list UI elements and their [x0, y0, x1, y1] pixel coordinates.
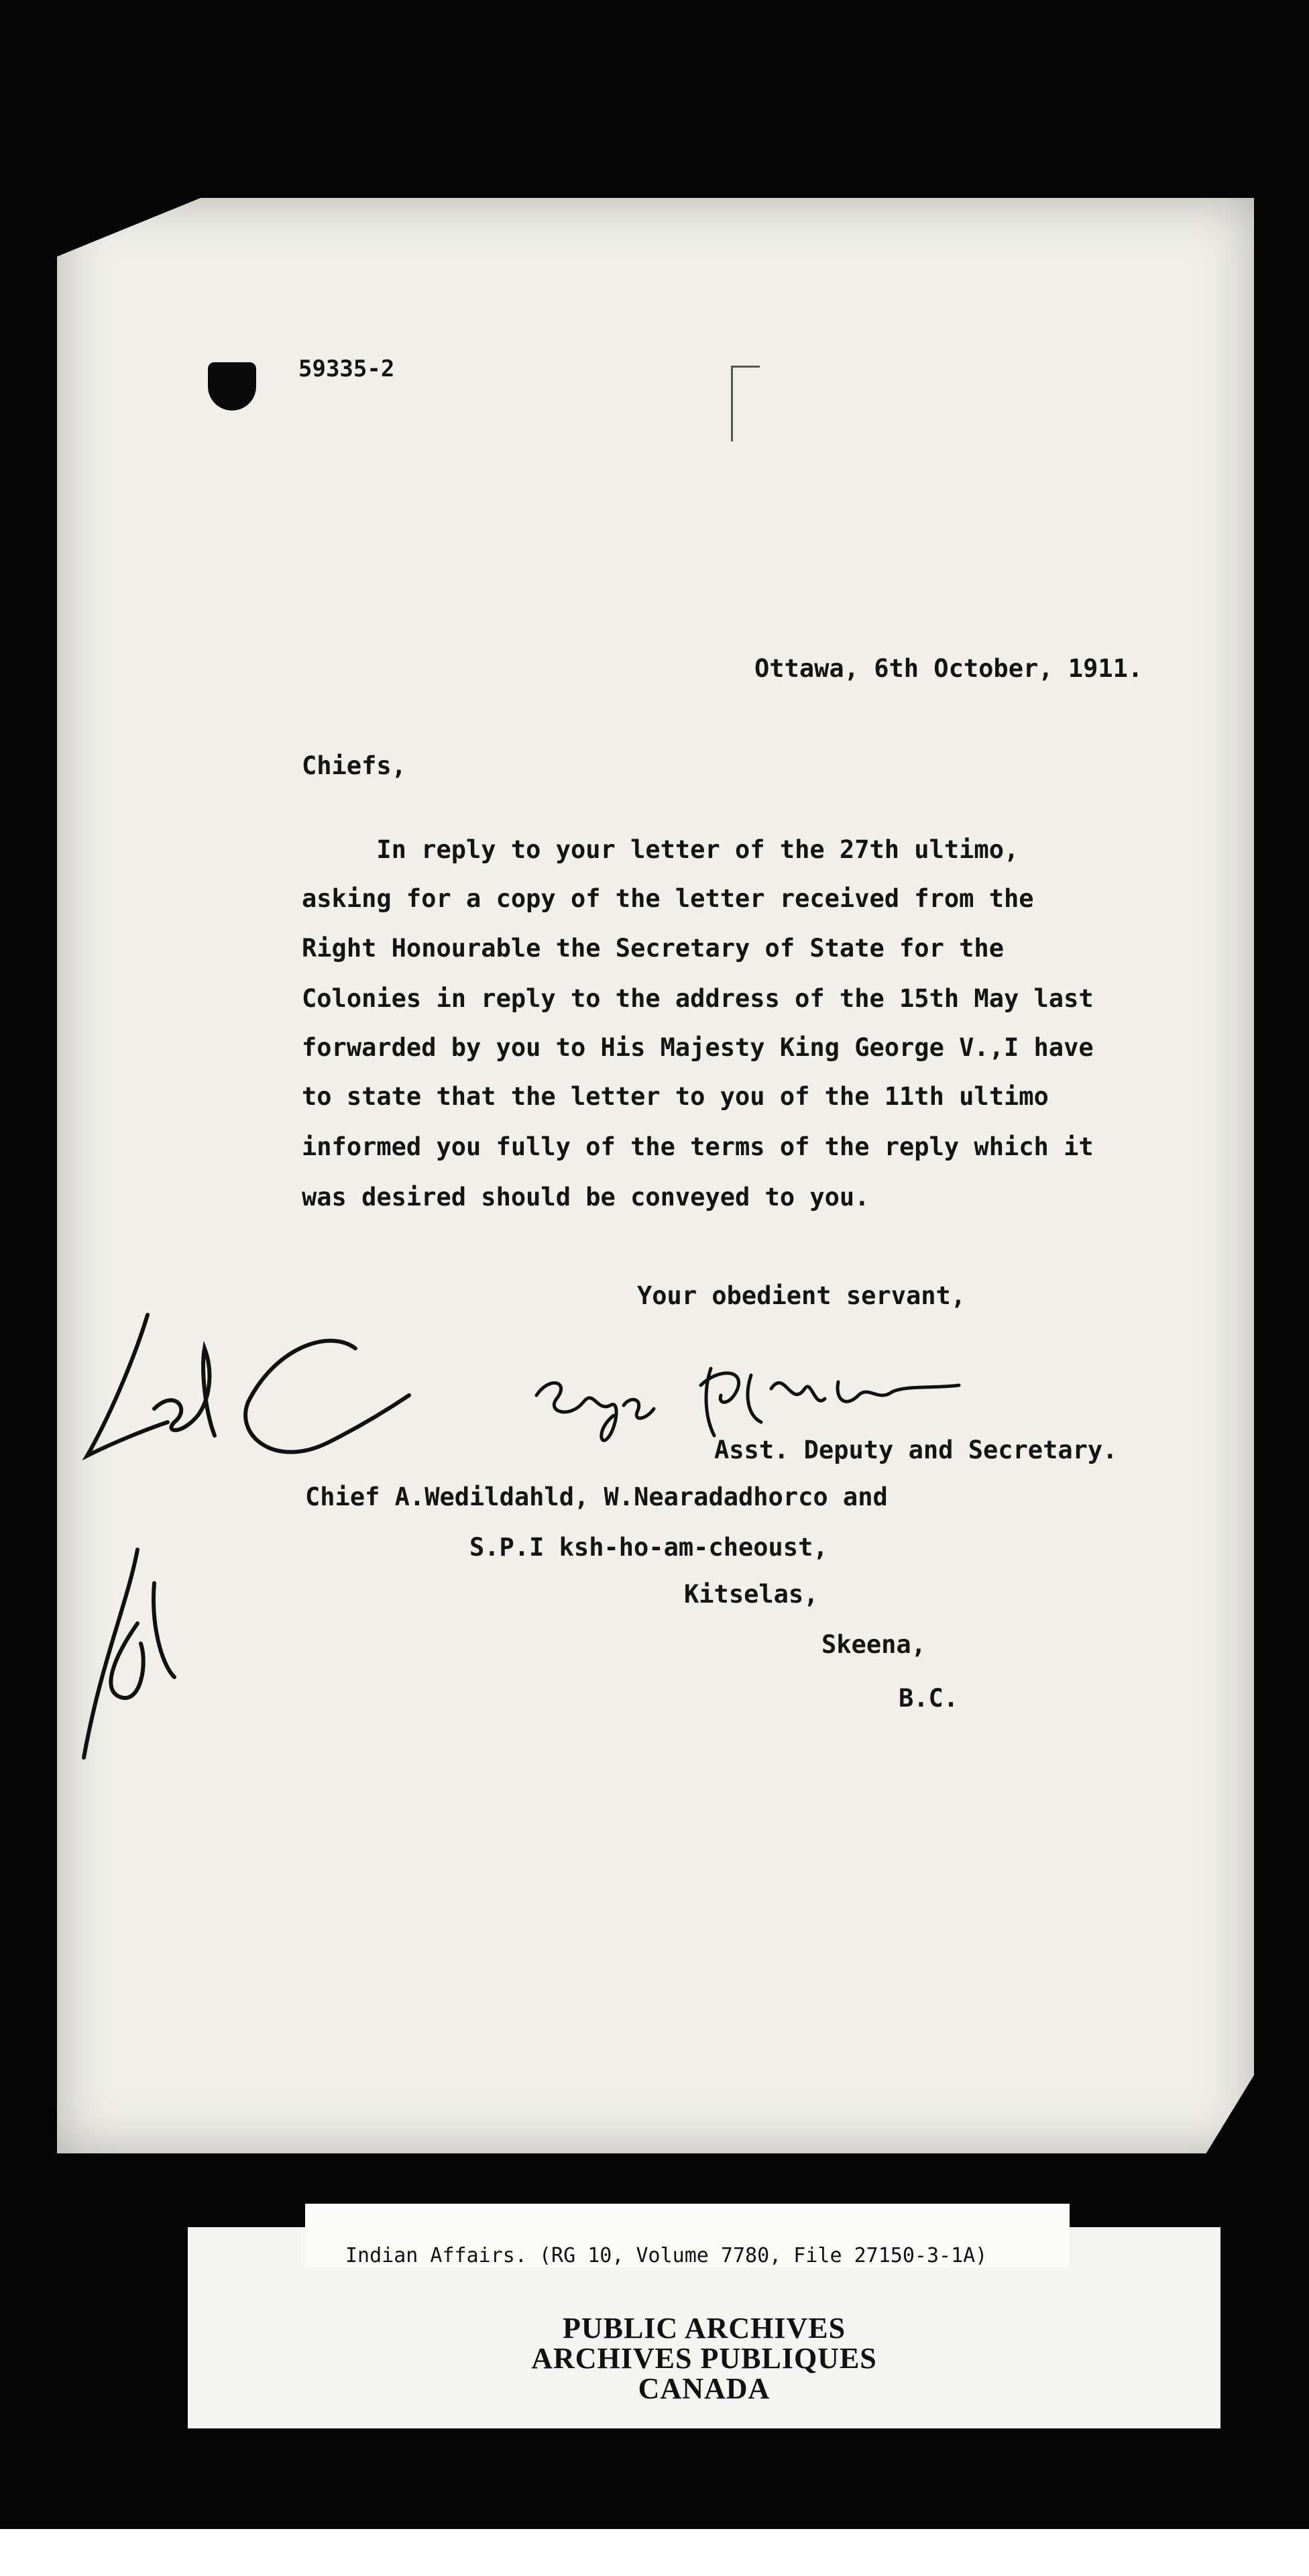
- body-line: Colonies in reply to the address of the 15th May last: [302, 984, 1094, 1013]
- body-line: to state that the letter to you of the 11th ultimo: [302, 1082, 1049, 1111]
- file-number: 59335-2: [298, 356, 395, 382]
- body-line: asking for a copy of the letter received from the: [302, 884, 1034, 913]
- address-line: S.P.I ksh-ho-am-cheoust,: [469, 1533, 828, 1562]
- archive-stamp-line: ARCHIVES PUBLIQUES: [531, 2342, 877, 2375]
- margin-handwritten-mark: [74, 1543, 181, 1771]
- body-line: Right Honourable the Secretary of State for the: [302, 934, 1004, 963]
- address-line: Kitselas,: [684, 1580, 819, 1609]
- margin-handwritten-initials: [74, 1308, 422, 1509]
- date-line: Ottawa, 6th October, 1911.: [754, 654, 1143, 683]
- bottom-margin: [0, 2529, 1309, 2576]
- body-line: informed you fully of the terms of the reply which it: [302, 1132, 1094, 1161]
- salutation: Chiefs,: [302, 751, 406, 780]
- body-line: forwarded by you to His Majesty King George V.,I have: [302, 1033, 1094, 1062]
- archive-stamp-line: PUBLIC ARCHIVES: [562, 2312, 846, 2345]
- address-line: Skeena,: [821, 1630, 926, 1659]
- body-line: was desired should be conveyed to you.: [302, 1183, 870, 1212]
- corner-bracket-mark: [731, 366, 760, 441]
- signature-title: Asst. Deputy and Secretary.: [714, 1436, 1118, 1464]
- letter-page: [57, 198, 1254, 2153]
- body-line: In reply to your letter of the 27th ultimo,: [302, 835, 1019, 864]
- sign-off: Your obedient servant,: [637, 1281, 966, 1310]
- handwritten-signature: [530, 1348, 972, 1449]
- punch-hole-mark: [208, 362, 256, 411]
- address-line: B.C.: [899, 1684, 959, 1713]
- archive-stamp-line: CANADA: [638, 2372, 771, 2405]
- address-line: Chief A.Wedildahld, W.Nearadadhorco and: [305, 1483, 888, 1511]
- archive-reference: Indian Affairs. (RG 10, Volume 7780, File 27150-3-1A): [345, 2244, 988, 2267]
